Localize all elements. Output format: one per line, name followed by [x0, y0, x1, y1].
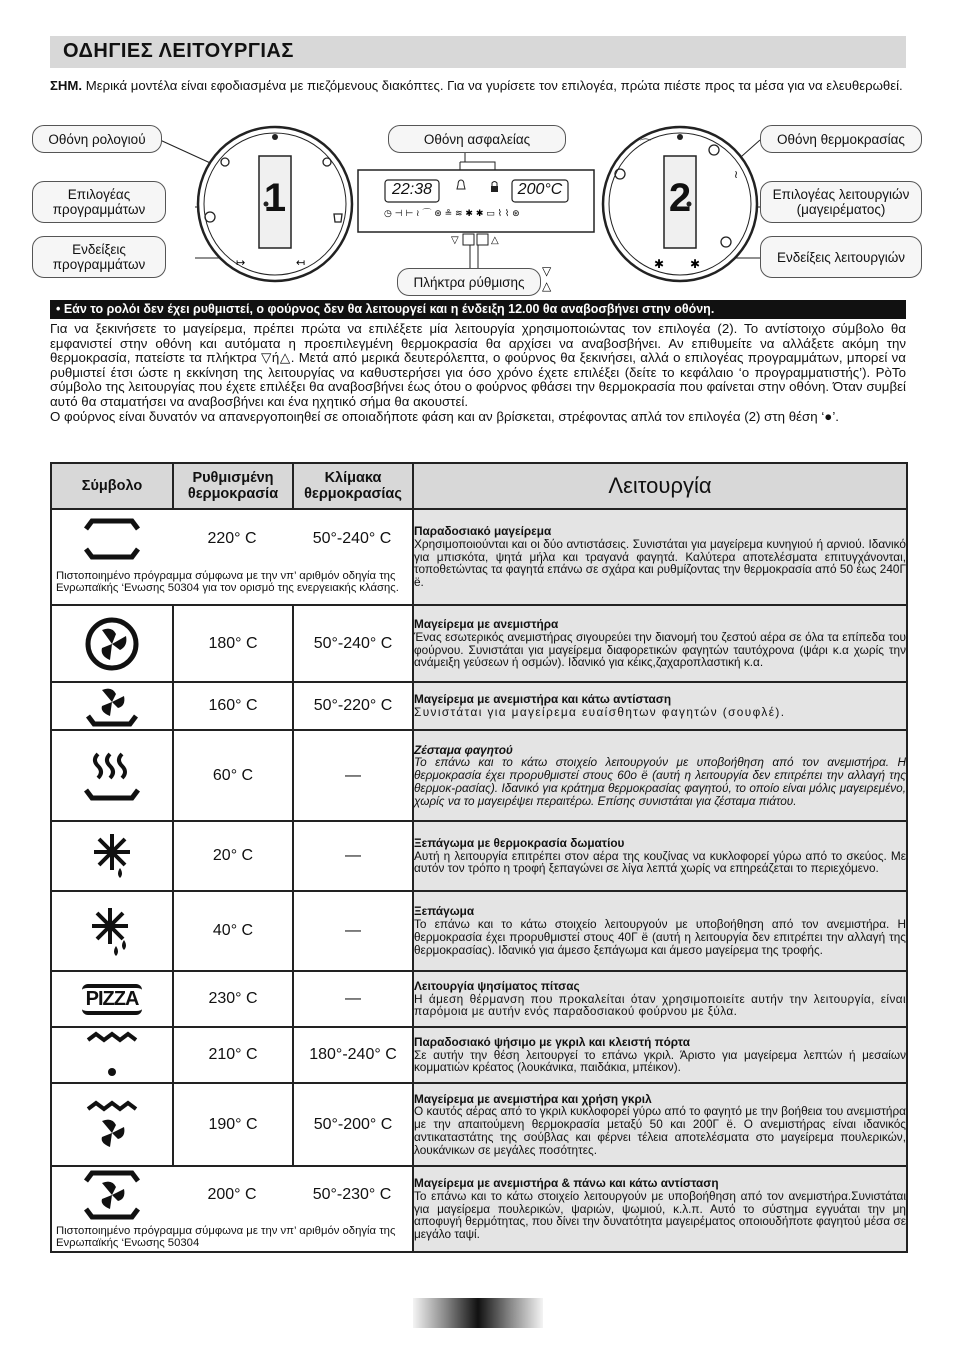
function-description: Το επάνω και το κάτω στοιχείο λειτουργούν με υποβοήθηση από τον ανεμιστήρα.Συνιστάται για μαγείρεμα πουλερικών, ψαριών, ψωμιού, κ.λ.π. Αυτό το σύστημα εγγυάται την μη αποφυγή θερμότητας, που δίνει την δυνατότητα μαγειρέματος οποιουδήποτε φαγητού μέσα σε μεγάλο ταψί. [414, 1188, 906, 1242]
label-adjust-keys: Πλήκτρα ρύθμισης [397, 268, 541, 296]
table-row [51, 682, 907, 730]
set-temp: 190° C [173, 1083, 293, 1166]
svg-text:↦: ↦ [236, 256, 246, 269]
set-temp: 60° C [173, 730, 293, 821]
function-description: Σε αυτήν την θέση λειτουργεί το επάνω γκριλ. Άριστο για μαγείρεμα λεπτών ή μεσαίων κομματιών κρέατος (λουκάνικα, παιδάκια, μπέικον). [414, 1047, 906, 1075]
svg-text:✱: ✱ [690, 257, 701, 271]
note-paragraph [50, 78, 906, 94]
defrost-icon [82, 902, 142, 960]
function-description: Αυτή η λειτουργία επιτρέπει στον αέρα της κουζίνας να κυκλοφορεί γύρω από το σκεύος. Με αυτόν τον τρόπο η τροφή ξεπαγώνει σε λίγα λεπτά χωρίς να επηρεάζεται το περιεχόμενο. [414, 848, 906, 876]
page-title: ΟΔΗΓΙΕΣ ΛΕΙΤΟΥΡΓΙΑΣ [63, 40, 294, 62]
function-description: Το επάνω και το κάτω στοιχείο λειτουργούν με υποβοήθηση από τον ανεμιστήρα. Η θερμοκρασία έχει προρυθμιστεί στους 60ο ë (αυτή η λειτουργία δεν επιτρέπει την αλλαγή της θερμοκ-ρασίας). Ιδανικό για κράτημα θερμοκρασίας φαγητού, το οποίο είναι μόλις μαγειρεμένο, χωρίς να το μαγειρέψει περαιτέρω. Επίσης συνιστάται για ζέσταμα πιάτου. [414, 755, 906, 808]
set-temp: 220° C [207, 530, 257, 547]
temp-range: 50°-220° C [293, 682, 413, 730]
header-bar [50, 36, 906, 68]
function-title: Παραδοσιακό μαγείρεμα [414, 524, 552, 538]
temp-range: — [293, 730, 413, 821]
header-range: Κλίμακα θερμοκρασίας [293, 463, 413, 509]
table-row [51, 1166, 907, 1252]
function-description: Η άμεση θέρμανση που προκαλείται όταν χρησιμοποιείτε αυτήν την λειτουργία, είναι παρόμοια με αυτήν ενός παραδοσιακού φούρνου με ξύλα. [414, 991, 906, 1019]
svg-text:▽: ▽ [542, 264, 552, 278]
function-title: Μαγείρεμα με ανεμιστήρα και χρήση γκριλ [414, 1091, 652, 1106]
function-title: Μαγείρεμα με ανεμιστήρα και κάτω αντίσταση [414, 692, 672, 707]
fan-grill-icon [82, 1097, 142, 1153]
control-panel-diagram [30, 118, 930, 298]
function-description: Ο καυτός αέρας από το γκριλ κυκλοφορεί γύρω από το φαγητό με την βοήθεια του ανεμιστήρα με την απαιτούμενη θερμοκρασία μεταξύ 50 και 200Γ ë. Ο ανεμιστήρας είναι ιδανικός αντικαταστάτης της σούβλας και φέρνει τέλεια αποτελέσματα στο μαγείρεμα πουλερικών, λουκάνικων σε μεγάλες ποσότητες. [414, 1104, 906, 1157]
temp-range: — [293, 891, 413, 971]
food-warming-icon [82, 748, 142, 804]
temp-range: — [293, 821, 413, 891]
svg-text:△: △ [542, 279, 552, 293]
temp-readout: 200°C [517, 181, 563, 198]
knob-1-number: 1 [263, 176, 287, 220]
table-row [51, 730, 907, 821]
function-description: Συνιστάται για μαγείρεμα ευαίσθητων φαγητών (σουφλέ). [414, 705, 786, 719]
svg-text:◷ ⊣ ⊢ ≀ ⌒ ⊛ ≗ ≋ ✱ ✱ ▭ ⌇ ⌇ ⊛: ◷ ⊣ ⊢ ≀ ⌒ ⊛ ≗ ≋ ✱ ✱ ▭ ⌇ ⌇ ⊛ [384, 209, 520, 219]
fan-oven-icon [82, 616, 142, 672]
function-title: Παραδοσιακό ψήσιμο με γκριλ και κλειστή πόρτα [414, 1034, 690, 1049]
set-temp: 230° C [173, 971, 293, 1027]
display-panel [358, 170, 594, 232]
function-title: Ζέσταμα φαγητού [414, 742, 513, 757]
function-description: Το επάνω και το κάτω στοιχείο λειτουργούν με υποβοήθηση από τον ανεμιστήρα. Η θερμοκρασία έχει προρυθμιστεί στους 40Γ ë (αυτή η λειτουργία δεν επιτρέπει την αλλαγή της θερμοκρασίας). Ιδανικό για άμεσο ξεπάγωμα και άμεσο μαγείρεμα της τροφής. [414, 917, 906, 957]
room-temp-defrost-icon [82, 828, 142, 884]
set-temp: 20° C [173, 821, 293, 891]
table-row [51, 605, 907, 682]
header-set-temp: Ρυθμισμένη θερμοκρασία [173, 463, 293, 509]
certification-note: Πιστοποιημένο πρόγραμμα σύμφωνα με την νπ’ αριθμόν οδηγία της Ενρωπαϊκής ‘Ενωσης 50304 [56, 1225, 396, 1250]
function-description: Ένας εσωτερικός ανεμιστήρας σιγουρεύει την διανομή του ζεστού αέρα σε όλα τα επίπεδα του φούρνου. Συνιστάται για μαγείρεμα διαφορετικών φαγητών ταυτόχρονα (ψάρι κ.α χωρίς την ανάμειξη γεύσεων ή οσμών). Ιδανικό για κέικς,ζαχαροπλαστική κ.α. [414, 629, 906, 670]
pizza-label: PIZZA [85, 987, 139, 1010]
clock-warning-banner [50, 300, 906, 319]
svg-text:↤: ↤ [296, 256, 306, 269]
label-clock-display: Οθόνη ρολογιού [32, 125, 162, 153]
label-temp-display: Οθόνη θερμοκρασίας [760, 125, 922, 153]
functions-table [50, 462, 908, 1253]
table-row [51, 1083, 907, 1166]
note-text: Μερικά μοντέλα είναι εφοδιασμένα με πιεζόμενους διακόπτες. Για να γυρίσετε τον επιλογέα, πρώτα πιέστε προς τα μέσα για να ελευθερωθεί. [85, 78, 903, 93]
label-program-indicators: Ενδείξεις προγραμμάτων [32, 236, 166, 278]
label-function-indicators: Ενδείξεις λειτουργιών [760, 236, 922, 278]
header-symbol: Σύμβολο [51, 463, 173, 509]
fan-bottom-heat-icon [82, 684, 142, 728]
set-temp: 40° C [173, 891, 293, 971]
label-safety-display: Οθόνη ασφαλείας [388, 125, 566, 153]
function-title: Λειτουργία ψησίματος πίτσας [414, 978, 580, 993]
header-function: Λειτουργία [413, 463, 907, 509]
page-number-bar [413, 1298, 543, 1328]
svg-text:▽: ▽ [451, 235, 459, 246]
function-title: Ξεπάγωμα με θερμοκρασία δωματίου [414, 835, 625, 850]
svg-text:✱: ✱ [654, 257, 665, 271]
label-function-selector: Επιλογέας λειτουργιών (μαγειρέματος) [760, 181, 922, 223]
set-temp: 180° C [173, 605, 293, 682]
set-temp: 210° C [173, 1027, 293, 1083]
temp-range: 50°-240° C [293, 605, 413, 682]
temp-range: 50°-230° C [312, 1186, 392, 1203]
temp-range: — [293, 971, 413, 1027]
temp-range: 50°-200° C [293, 1083, 413, 1166]
function-title: Ξεπάγωμα [414, 904, 475, 919]
function-title: Μαγείρεμα με ανεμιστήρα & πάνω και κάτω αντίσταση [414, 1176, 719, 1190]
table-row [51, 821, 907, 891]
instructions-paragraph-1: Για να ξεκινήσετε το μαγείρεμα, πρέπει πρώτα να επιλέξετε μία λειτουργία χρησιμοποιώντας τον επιλογέα (2). Το αντίστοιχο σύμβολο θα εμφανιστεί στην οθόνη και αυτόματα η προεπιλεγμένη θερμοκρασία θα αρχίσει να αναβοσβήνει. Αν επιθυμείτε να αλλάξετε ακόμη την θερμοκρασία, πατείστε τα πλήκτρα ▽ή△. Μετά από μερικά δευτερόλεπτα, ο φούρνος θα ξεκινήσει, αλλά ο επιλογέας προγραμμάτων, μπορεί να ρυθμιστεί έτσι ώστε η εκκίνηση της λειτουργίας να καθυστερήσει για όσο χρόνο έχετε επιλέξει (δείτε το κεφάλαιο ‘ο προγραμματιστής’). ΡòΤο σύμβολο της λειτουργίας που έχετε επιλέξει θα αναβοσβήνει έως ότου ο φούρνος φθάσει την θερμοκρασία που φαίνεται στην οθόνη. Όταν συμβεί αυτό θα σταματήσει να αναβοσβήνει και ένα ηχητικό σήμα θα ακουστεί. [50, 321, 906, 409]
label-program-selector: Επιλογέας προγραμμάτων [32, 181, 166, 223]
function-description: Χρησιμοποιούνται και οι δύο αντιστάσεις. Συνιστάται για μαγείρεμα κυνηγιού ή αρνιού. Ιδανικό για μπισκότα, ψητά μήλα και τραγανά φαγητά. Καλύτερα αποτελέσματα επιτυγχάνονται, τοποθετώντας τα φαγητά επάνω σε σχάρα και ρυθμίζοντας την θερμοκρασία από 50 έως 240Γ ë. [414, 536, 906, 590]
knob-2-number: 2 [668, 176, 692, 220]
instructions-paragraph-2: Ο φούρνος είναι δυνατόν να απανεργοποιηθεί σε οποιαδήποτε φάση και αν βρίσκεται, στρέφοντας απλά τον επιλογέα (2) στη θέση ‘●’. [50, 408, 839, 424]
clock-readout: 22:38 [391, 181, 433, 198]
pizza-icon [82, 984, 142, 1015]
svg-text:△: △ [491, 235, 499, 246]
table-header-row [51, 463, 907, 509]
certification-note: Πιστοποιημένο πρόγραμμα σύμφωνα με την νπ’ αριθμόν οδηγία της Ενρωπαϊκής ‘Ενωσης 50304 για τον ορισμό της ενεργειακής κλάσης. [56, 570, 399, 595]
temp-range: 180°-240° C [293, 1027, 413, 1083]
svg-text:≀: ≀ [734, 168, 739, 181]
table-row [51, 509, 907, 605]
temp-range: 50°-240° C [312, 530, 392, 547]
instructions-text [50, 322, 906, 424]
set-temp: 200° C [207, 1186, 257, 1203]
grill-door-closed-icon [82, 1030, 142, 1080]
svg-text:⌒: ⌒ [640, 138, 651, 151]
top-bottom-heat-icon [82, 515, 142, 563]
note-label: ΣΗΜ. [50, 78, 83, 93]
banner-text: • Εάν το ρολόι δεν έχει ρυθμιστεί, ο φούρνος δεν θα λειτουργεί και η ένδειξη 12.00 θα αναβοσβήνει στην οθόνη. [56, 302, 715, 316]
set-temp: 160° C [173, 682, 293, 730]
table-row [51, 1027, 907, 1083]
table-row [51, 891, 907, 971]
function-title: Μαγείρεμα με ανεμιστήρα [414, 616, 559, 631]
fan-top-bottom-heat-icon [82, 1169, 142, 1221]
table-row [51, 971, 907, 1027]
